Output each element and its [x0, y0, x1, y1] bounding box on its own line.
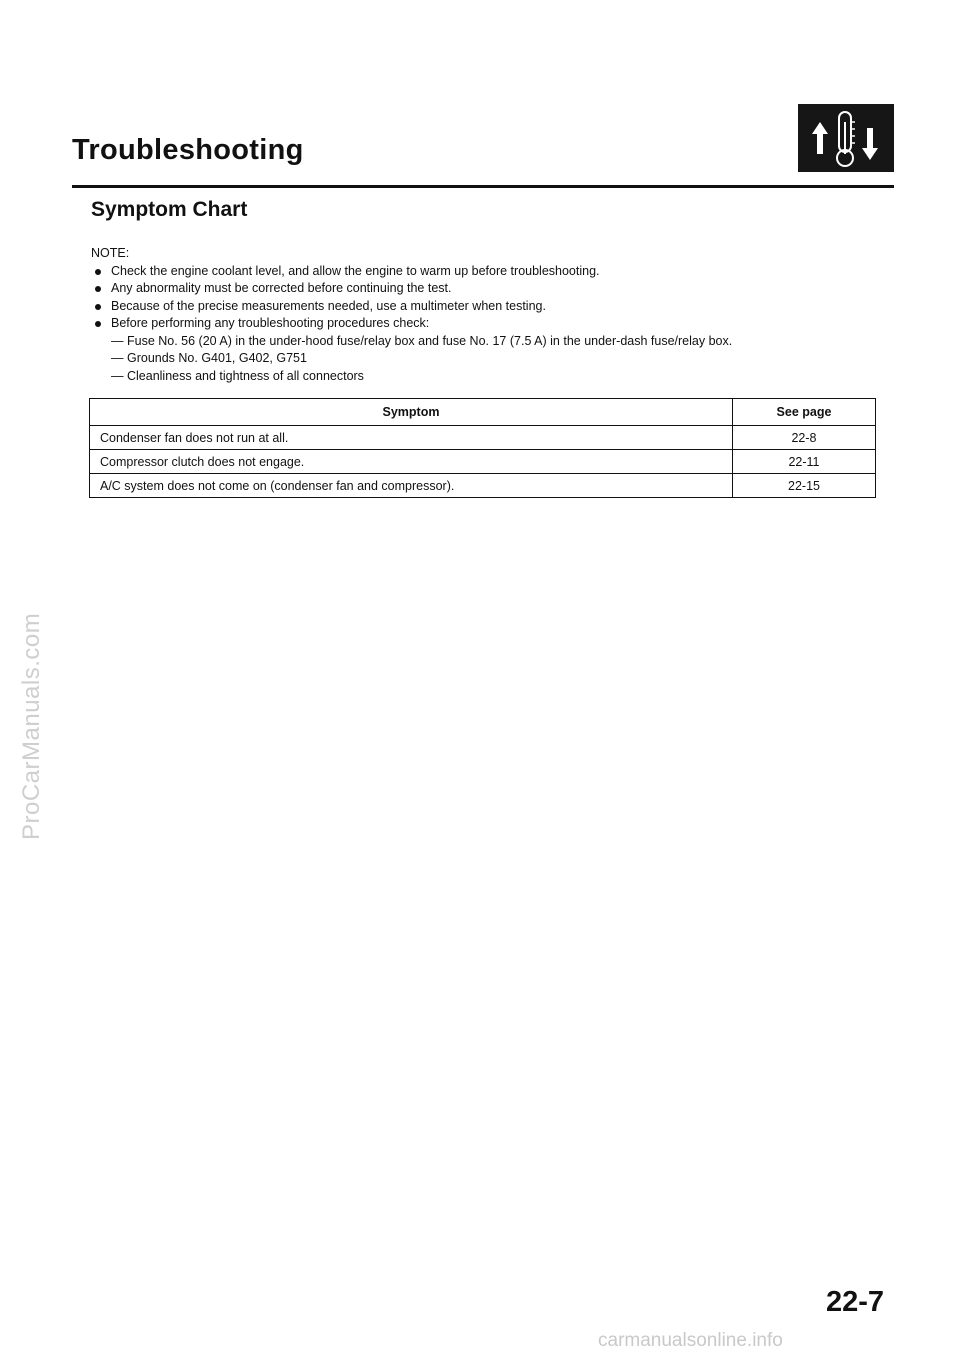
- note-subitem-text: Fuse No. 56 (20 A) in the under-hood fuse/relay box and fuse No. 17 (7.5 A) in the under-dash fuse/relay box.: [126, 333, 733, 348]
- header-symptom: Symptom: [90, 399, 733, 426]
- symptom-cell: Compressor clutch does not engage.: [90, 450, 733, 474]
- page-number: 22-7: [826, 1286, 885, 1318]
- page-ref-cell: 22-11: [733, 450, 876, 474]
- note-bullet: Check the engine coolant level, and allow the engine to warm up before troubleshooting.: [91, 263, 871, 281]
- table-row: [90, 474, 876, 498]
- note-subitem-text: Grounds No. G401, G402, G751: [126, 351, 307, 365]
- note-bullet: Because of the precise measurements needed, use a multimeter when testing.: [91, 298, 871, 316]
- hvac-temperature-icon: [798, 104, 894, 172]
- note-label: NOTE:: [91, 246, 130, 260]
- page-title: Troubleshooting: [72, 134, 304, 166]
- page-ref-cell: 22-8: [733, 426, 876, 450]
- note-subitem: — Fuse No. 56 (20 A) in the under-hood fuse/relay box and fuse No. 17 (7.5 A) in the under-dash fuse/relay box.: [111, 333, 733, 348]
- section-title: Symptom Chart: [91, 198, 248, 221]
- note-subitem: — Cleanliness and tightness of all connectors: [111, 368, 364, 383]
- note-subitem: — Grounds No. G401, G402, G751: [111, 351, 307, 365]
- page-ref-cell: 22-15: [733, 474, 876, 498]
- table-row: [90, 426, 876, 450]
- table-row: [90, 450, 876, 474]
- hvac-icon-graphic: [798, 104, 894, 172]
- table-header-row: [90, 399, 876, 426]
- note-subitem-text: Cleanliness and tightness of all connectors: [126, 368, 364, 383]
- symptom-cell: Condenser fan does not run at all.: [90, 426, 733, 450]
- notes-block: [91, 245, 871, 385]
- note-bullet: Before performing any troubleshooting procedures check:: [91, 315, 871, 333]
- side-watermark: ProCarManuals.com: [18, 612, 45, 840]
- title-divider: [72, 185, 894, 188]
- symptom-cell: A/C system does not come on (condenser fan and compressor).: [90, 474, 733, 498]
- header-see-page: See page: [733, 399, 876, 426]
- bottom-watermark: carmanualsonline.info: [598, 1330, 783, 1351]
- note-bullet: Any abnormality must be corrected before continuing the test.: [91, 280, 871, 298]
- symptom-table: [89, 398, 876, 498]
